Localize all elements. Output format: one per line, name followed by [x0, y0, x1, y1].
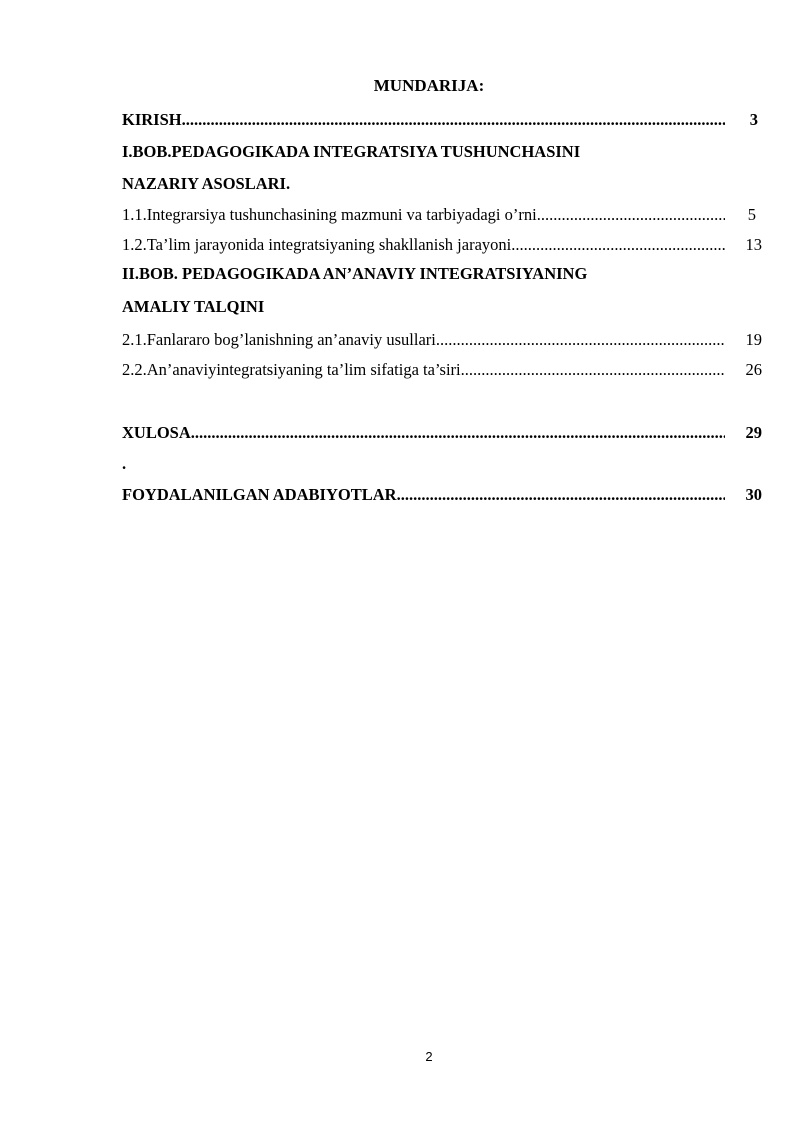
page-title: MUNDARIJA:: [373, 76, 485, 95]
toc-entry-title: 2.2.An’anaviyintegratsiyaning ta’lim sifatiga ta’siri: [122, 360, 461, 379]
toc-section-2-2[interactable]: [122, 360, 762, 380]
toc-page-number: 26: [745, 360, 762, 379]
dot-leader: [397, 485, 725, 504]
toc-entry-title: FOYDALANILGAN ADABIYOTLAR: [122, 485, 397, 504]
toc-chapter-1-heading-line2[interactable]: NAZARIY ASOSLARI.: [122, 174, 291, 193]
toc-entry-conclusion[interactable]: [122, 423, 762, 443]
stray-dot: .: [122, 454, 127, 473]
dot-leader: [191, 423, 725, 442]
toc-page-number: 5: [747, 205, 756, 224]
toc-entry-title: XULOSA: [122, 423, 191, 442]
toc-entry-title: KIRISH: [122, 110, 182, 129]
toc-section-1-1[interactable]: [122, 205, 762, 225]
toc-page-number: 13: [745, 235, 762, 254]
toc-page-number: 29: [745, 423, 762, 442]
toc-entry-title: 1.2.Ta’lim jarayonida integratsiyaning shakllanish jarayoni: [122, 235, 512, 254]
toc-chapter-2-heading-line2[interactable]: AMALIY TALQINI: [122, 297, 265, 316]
toc-page-number: 3: [749, 110, 758, 129]
toc-section-1-2[interactable]: [122, 235, 762, 255]
dot-leader: [182, 110, 725, 129]
page-number: 2: [425, 1049, 433, 1064]
toc-entry-title: 1.1.Integrarsiya tushunchasining mazmuni va tarbiyadagi o’rni: [122, 205, 537, 224]
toc-section-2-1[interactable]: [122, 330, 762, 350]
dot-leader: [461, 360, 725, 379]
toc-page-number: 19: [745, 330, 762, 349]
toc-chapter-2-heading-line1[interactable]: II.BOB. PEDAGOGIKADA AN’ANAVIY INTEGRATSIYANING: [122, 264, 588, 283]
toc-entry-intro[interactable]: [122, 110, 762, 130]
toc-entry-title: 2.1.Fanlararo bog’lanishning an’anaviy usullari: [122, 330, 436, 349]
toc-entry-references[interactable]: [122, 485, 762, 505]
toc-chapter-1-heading-line1[interactable]: I.BOB.PEDAGOGIKADA INTEGRATSIYA TUSHUNCHASINI: [122, 142, 581, 161]
dot-leader: [436, 330, 725, 349]
dot-leader: [511, 235, 725, 254]
dot-leader: [537, 205, 725, 224]
toc-page-number: 30: [745, 485, 762, 504]
